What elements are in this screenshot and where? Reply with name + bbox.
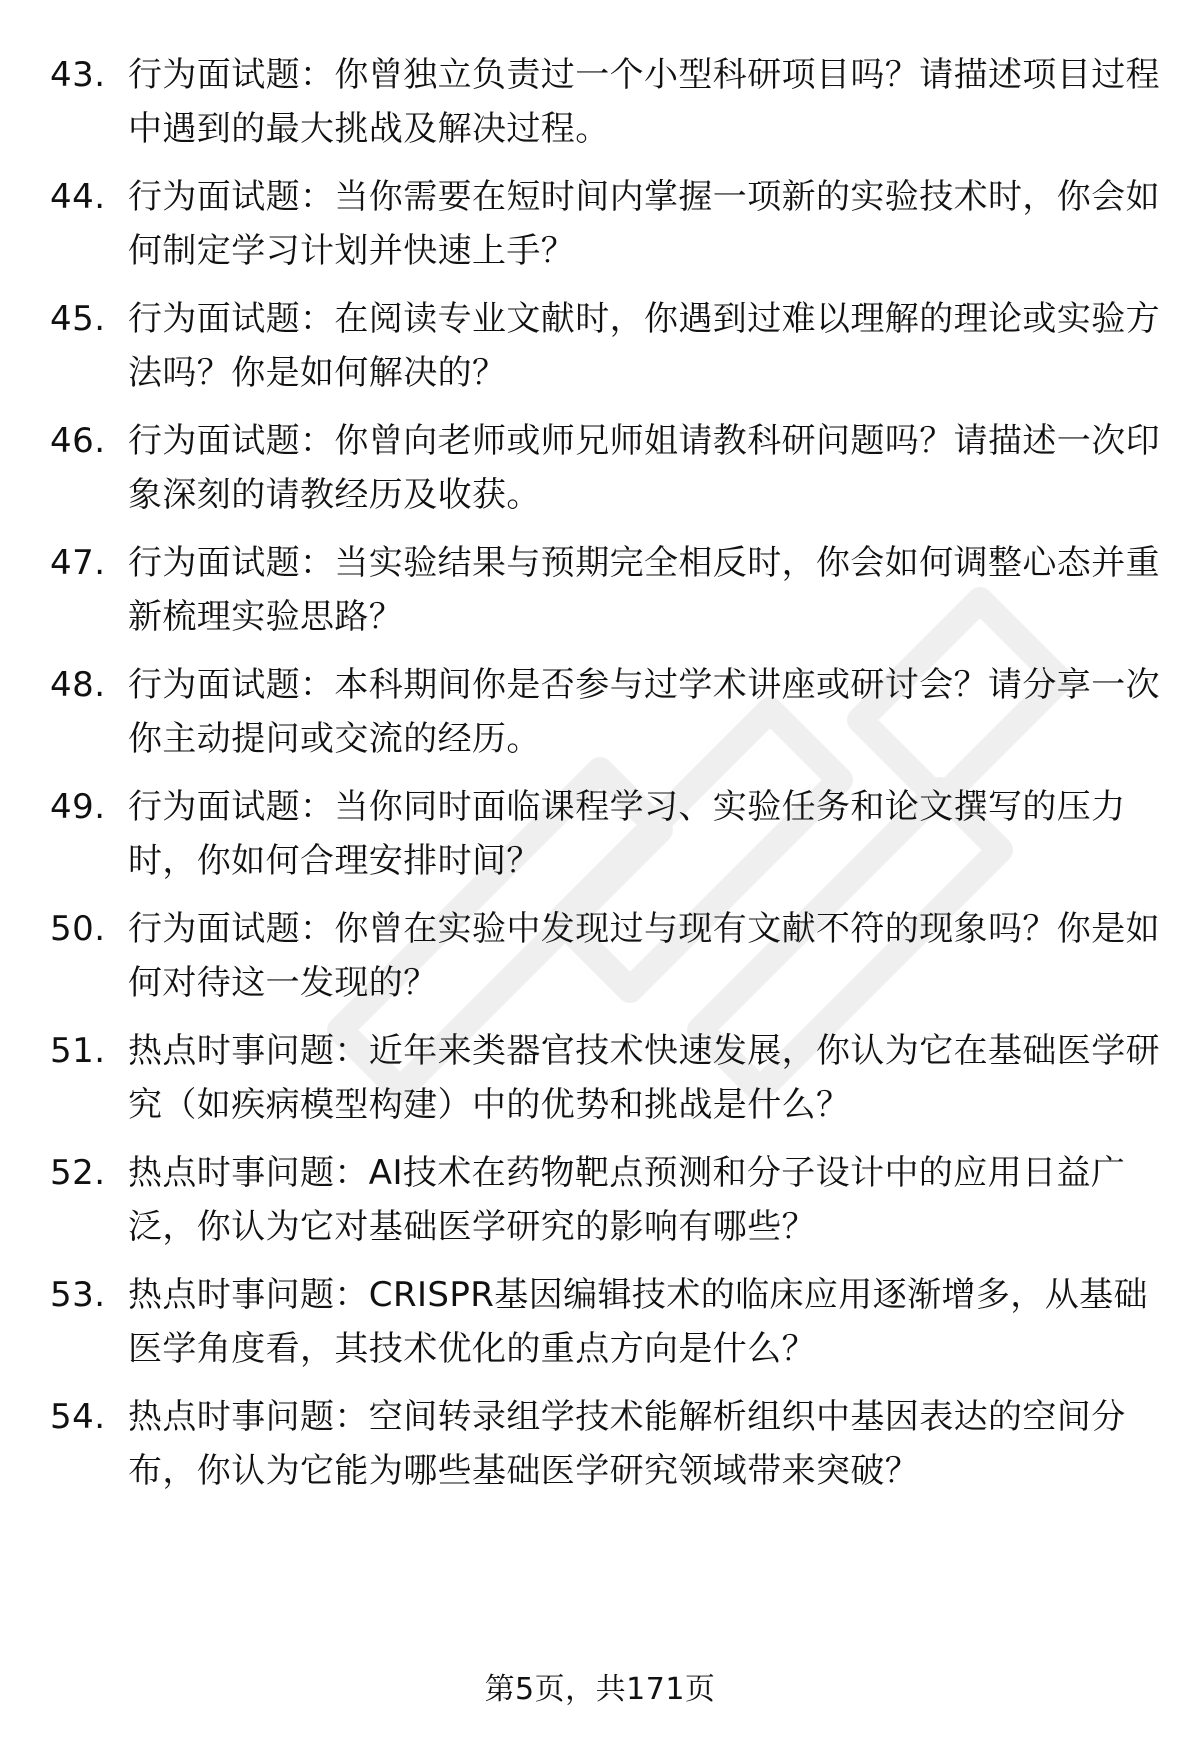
question-number: 48. bbox=[50, 665, 106, 705]
page-footer: 第5页，共171页 bbox=[484, 1672, 716, 1707]
question-text: 行为面试题：当实验结果与预期完全相反时，你会如何调整心态并重新梳理实验思路？ bbox=[128, 543, 1160, 637]
question-number: 49. bbox=[50, 787, 106, 827]
question-text: 热点时事问题：CRISPR基因编辑技术的临床应用逐渐增多，从基础医学角度看，其技术优化的重点方向是什么？ bbox=[128, 1275, 1148, 1369]
question-number: 44. bbox=[50, 177, 106, 217]
question-text: 行为面试题：你曾向老师或师兄师姐请教科研问题吗？请描述一次印象深刻的请教经历及收获。 bbox=[128, 421, 1160, 515]
question-number: 43. bbox=[50, 55, 106, 95]
question-text: 行为面试题：你曾独立负责过一个小型科研项目吗？请描述项目过程中遇到的最大挑战及解决过程。 bbox=[128, 55, 1160, 149]
question-number: 45. bbox=[50, 299, 106, 339]
question-text: 行为面试题：当你需要在短时间内掌握一项新的实验技术时，你会如何制定学习计划并快速上手？ bbox=[128, 177, 1160, 271]
question-text: 热点时事问题：近年来类器官技术快速发展，你认为它在基础医学研究（如疾病模型构建）中的优势和挑战是什么？ bbox=[128, 1031, 1160, 1125]
question-text: 热点时事问题：空间转录组学技术能解析组织中基因表达的空间分布，你认为它能为哪些基础医学研究领域带来突破？ bbox=[128, 1397, 1126, 1491]
question-text: 热点时事问题：AI技术在药物靶点预测和分子设计中的应用日益广泛，你认为它对基础医学研究的影响有哪些？ bbox=[128, 1153, 1126, 1247]
question-number: 54. bbox=[50, 1397, 106, 1437]
question-number: 52. bbox=[50, 1153, 106, 1193]
question-number: 53. bbox=[50, 1275, 106, 1315]
question-text: 行为面试题：在阅读专业文献时，你遇到过难以理解的理论或实验方法吗？你是如何解决的？ bbox=[128, 299, 1160, 393]
question-text: 行为面试题：本科期间你是否参与过学术讲座或研讨会？请分享一次你主动提问或交流的经历。 bbox=[128, 665, 1160, 759]
question-number: 47. bbox=[50, 543, 106, 583]
question-number: 50. bbox=[50, 909, 106, 949]
question-text: 行为面试题：你曾在实验中发现过与现有文献不符的现象吗？你是如何对待这一发现的？ bbox=[128, 909, 1160, 1003]
question-number: 46. bbox=[50, 421, 106, 461]
question-text: 行为面试题：当你同时面临课程学习、实验任务和论文撰写的压力时，你如何合理安排时间？ bbox=[128, 787, 1126, 881]
question-number: 51. bbox=[50, 1031, 106, 1071]
